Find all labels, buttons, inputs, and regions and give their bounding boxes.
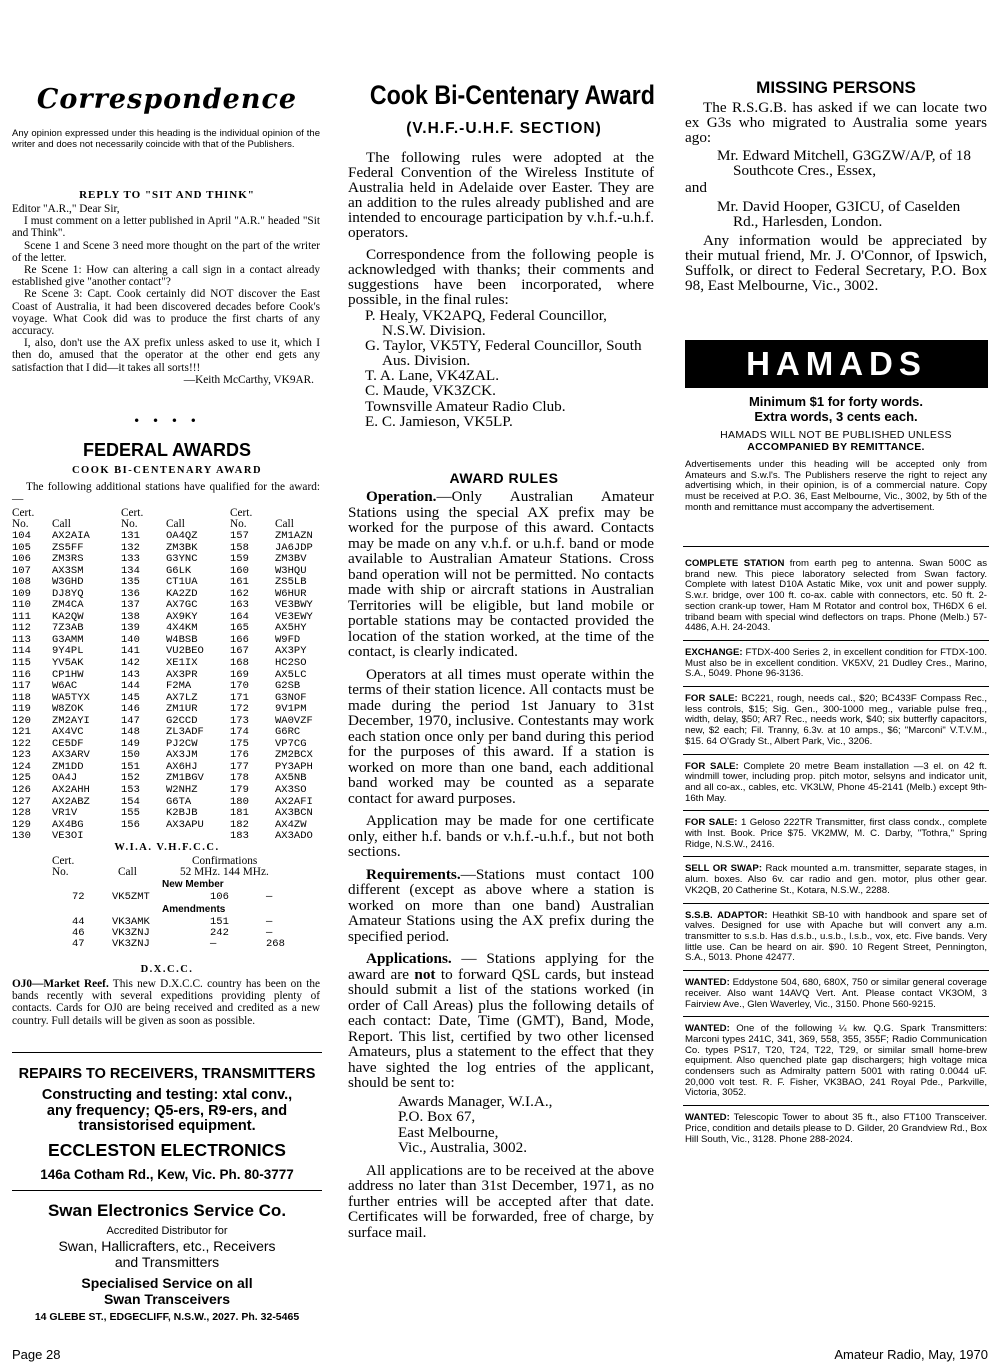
hamads-banner: HAMADS [685, 340, 988, 388]
missing-intro: The R.S.G.B. has asked if we can locate two ex G3s who migrated to Australia some years ago: [685, 99, 987, 147]
cert-number: 145 [121, 691, 140, 704]
cert-number: 151 [121, 760, 140, 773]
cook-paragraph: Correspondence from the following people is acknowledged with thanks; their comments and suggestions have been incorporated, where possible, in the final rules: [348, 245, 654, 308]
call-sign: AX5LC [275, 668, 307, 681]
cook-award-intro [348, 150, 654, 429]
cert-number: 135 [121, 576, 140, 589]
cert-number: 147 [121, 714, 140, 727]
hamad-text: Eddystone 504, 680, 680X, 750 or similar general coverage receiver. Also want 14AVQ Vert. Ant. Please contact VK3OM, 3 Fairview Ave., Glen Waverley, Vic., 3150. Phone 560-9215. [685, 977, 987, 1010]
call-sign: ZM3RS [52, 553, 84, 566]
letter-paragraph: Scene 1 and Scene 3 need more thought on the part of the writer of the letter. [12, 239, 320, 264]
cert-number: 165 [230, 622, 249, 635]
call-sign: JA6JDP [275, 541, 313, 554]
rule-applications: Applications. — Stations applying for the award are not to forward QSL cards, but instead should submit a list of the stations worked (in order of Call Areas) plus the following details of each contact: Date, Time (GMT), Band, Mode, Report. This list, certified by two other licensed Amateurs, plus a statement to the effect that they have sighted the log entries of the applicant, should be sent to: [348, 950, 655, 1091]
acknowledged-list [348, 308, 654, 429]
cert-number: 143 [121, 668, 140, 681]
call-sign: XE1IX [166, 657, 198, 670]
call-sign: CT1UA [166, 576, 198, 589]
award-table-row [12, 554, 322, 566]
call-sign: W6AC [52, 680, 78, 693]
hamad-listing [685, 1024, 987, 1099]
call-sign: VE3BWY [275, 599, 313, 612]
divider [683, 810, 989, 811]
repairs-ad [12, 1066, 322, 1183]
award-table-header: Cert. No. Call Cert. No. Call Cert. No. Call [12, 507, 294, 530]
call-sign: F2MA [166, 680, 192, 693]
call-sign: G3YNC [166, 553, 198, 566]
divider [683, 1105, 989, 1106]
call-sign: W6HUR [275, 587, 307, 600]
award-table [12, 531, 322, 843]
repairs-ad-company: ECCLESTON ELECTRONICS [48, 1139, 286, 1160]
letter-paragraph: I must comment on a letter published in April "A.R." headed "Sit and Think". [12, 215, 320, 240]
dxcc-text: OJ0—Market Reef. This new D.X.C.C. country has been on the bands recently with several expeditions providing plenty of contacts. Cards for OJ0 are being received and credited as a new country. Full details will be given as soon as possible. [12, 978, 320, 1027]
cert-number: 120 [12, 714, 31, 727]
cert-number: 110 [12, 599, 31, 612]
call-sign: W2NHZ [166, 784, 198, 797]
call-sign: AX3JM [166, 749, 198, 762]
call-sign: AX5HY [275, 622, 307, 635]
divider [12, 1052, 322, 1053]
call-sign: W8ZOK [52, 703, 84, 716]
cert-number: 158 [230, 541, 249, 554]
cert-number: 132 [121, 541, 140, 554]
cert-number: 104 [12, 530, 31, 542]
call-sign: AX9KY [166, 610, 198, 623]
call-sign: WA5TYX [52, 691, 90, 704]
call-sign: G3NOF [275, 691, 307, 704]
repairs-ad-title: REPAIRS TO RECEIVERS, TRANSMITTERS [18, 1066, 316, 1082]
swan-ad-line: Swan Transceivers [103, 1290, 231, 1307]
call-sign: AX3APU [166, 818, 204, 831]
call-sign: AX3PY [275, 645, 307, 658]
hamad-text: Heathkit SB-10 with handbook and spare set of valves. Designed for use with Apache but will convert any a.m. transmitter to s.s.b. Has d.s.b., u.s.b., l.s.b., vox, etc. Five bands. Very little use. Can be heard on air. $90. 10 Regent Street, Pennington, S.A., 5013. Phone 42477. [685, 909, 987, 964]
cert-number: 162 [230, 587, 249, 600]
acknowledged-person: P. Healy, VK2APQ, Federal Councillor, N.S.W. Division. [365, 306, 607, 340]
repairs-ad-line: transistorised equipment. [78, 1118, 256, 1134]
magazine-issue: Amateur Radio, May, 1970 [834, 1347, 988, 1362]
hamad-listing [685, 864, 987, 896]
cert-number: 155 [121, 807, 140, 820]
federal-awards-title: FEDERAL AWARDS [82, 440, 251, 460]
divider [683, 903, 989, 904]
call-sign: 7Z3AB [52, 622, 84, 635]
cert-number: 166 [230, 633, 249, 646]
call-sign: W3HQU [275, 564, 307, 577]
rule-requirements: Requirements.—Stations must contact 100 different (except as above where a station is worked on more than one band) Australian Amateur Stations using the AX prefix during the specified period. [348, 865, 654, 945]
call-sign: AX7LZ [166, 691, 198, 704]
cert-number: 144 [121, 680, 140, 693]
cert-number: 133 [121, 553, 140, 566]
cert-number: 124 [12, 760, 31, 773]
cert-number: 171 [230, 691, 249, 704]
acknowledged-person: G. Taylor, VK5TY, Federal Councillor, South Aus. Division. [365, 337, 642, 370]
hamad-label: FOR SALE: [685, 693, 738, 705]
hamad-label: WANTED: [685, 1023, 730, 1035]
hamad-listing [685, 911, 987, 965]
page-number: Page 28 [12, 1347, 61, 1362]
swan-ad-title: Swan Electronics Service Co. [47, 1201, 287, 1220]
cert-number: 115 [12, 657, 31, 670]
cert-number: 126 [12, 784, 31, 797]
call-sign: AX2AHH [52, 784, 90, 797]
call-sign: PJ2CW [166, 737, 198, 750]
call-sign: OA4QZ [166, 530, 198, 542]
call-sign: ZM3BK [166, 541, 198, 554]
cert-number: 153 [121, 784, 140, 797]
call-sign: ZM3BV [275, 553, 307, 566]
call-sign: AX2ABZ [52, 795, 90, 808]
divider [683, 1016, 989, 1017]
letter-salutation: Editor "A.R.," Dear Sir, [12, 203, 120, 215]
cert-number: 127 [12, 795, 31, 808]
call-sign: ZS5LB [275, 576, 307, 589]
hamads-notice: Advertisements under this heading will be accepted only from Amateurs and S.w.l's. The Publishers reserve the right to reject any advertising which, in their opinion, is of a commercial nature. Copy must be received at P.O. 36, East Melbourne, Vic., 3002, by 5th of the month and remittance must accompany the advertisement. [685, 459, 987, 513]
divider [12, 1190, 322, 1191]
call-sign: OA4J [52, 772, 78, 785]
acknowledged-person: T. A. Lane, VK4ZAL. [365, 367, 499, 385]
call-sign: KA2QW [52, 610, 84, 623]
section-divider: • • • • [133, 414, 201, 428]
missing-persons-title: MISSING PERSONS [756, 78, 916, 97]
cert-number: 152 [121, 772, 140, 785]
divider [683, 856, 989, 857]
cert-number: 131 [121, 530, 140, 542]
cert-number: 169 [230, 668, 249, 681]
divider [683, 686, 989, 687]
rule-operation: Operation.—Only Australian Amateur Stations using the special AX prefix may be worked for the purpose of this award. Contacts may be made on any v.h.f. or u.h.f. band or mode available to Australian Amateur Stations. Cross band operation will not be permitted. No contacts made with ship or aircraft stations in Australian Territories will be eligible, but land mobile or portable stations may be contacted provided the location of the station worked, at the time of the contact, is clearly indicated. [348, 488, 654, 660]
federal-awards-intro: The following additional stations have qualified for the award:— [12, 481, 320, 506]
call-sign: VR1V [52, 807, 78, 820]
award-table-row [12, 681, 322, 693]
call-sign: ZM2AYI [52, 714, 90, 727]
divider [683, 970, 989, 971]
cert-number: 156 [121, 818, 140, 831]
cert-number: 164 [230, 610, 249, 623]
hamad-text: One of the following ¼ kw. Q.G. Spark Transmitters: Marconi types 241C, 341, 369, 558, 355, 355F; Radio Communication Co. types PS17, T20, T24, T22, T29, or similar small home-brew equipment. Also quenched plate gap dischargers; high voltage mica condensers such as Admiralty pattern 5001 with rating 0.0044 uF. 20,000 volt test. R. F. Fisher, VK3BAO, 241 Royal Pde., Parkville, Victoria, 3052. [685, 1023, 987, 1099]
call-sign: WA0VZF [275, 714, 313, 727]
cert-number: 163 [230, 599, 249, 612]
call-sign: PY3APH [275, 760, 313, 773]
divider [683, 754, 989, 755]
hamad-text: from earth peg to antenna. Swan 500C as brand new. This piece laboratory selected from Swan factory. Complete with latest D10A Astatic Mike, vox unit and power supply. S.w.r. bridge, over 100 ft. co-ax. cable with connectors, etc. 50 ft. 2-section crank-up tower, Ham M Rotator and control box, TH6DX 6 el. triband beam with special wind deflectors on traps. Phone (Melb.) 57-4486, A.H. 24-2043. [685, 558, 987, 634]
cert-number: 138 [121, 610, 140, 623]
hamad-label: SELL OR SWAP: [685, 863, 763, 875]
federal-awards-subtitle: COOK BI-CENTENARY AWARD [71, 465, 263, 476]
hamads-list [685, 559, 987, 1145]
award-table-row [12, 808, 322, 820]
call-sign: ZM2BCX [275, 749, 313, 762]
cert-number: 136 [121, 587, 140, 600]
vhfcc-table: Cert. No. Call Confirmations 52 MHz. 144 MHz. New Member 72 VK5ZMT 106 — Amendments 44 VK3AMK 151 — 46 VK3ZNJ 242 — 47 VK3ZNJ — 268 [52, 855, 285, 950]
rule-operators: Operators at all times must operate within the terms of their station licence. All contacts must be made during the period 1st January to 31st December, 1970, inclusive. Contestants may work each station once only per band during this period for the purposes of this award. If a station is worked on more than one band, each additional band worked may be counted as a separate contact for award purposes. [348, 665, 654, 807]
hamad-listing [685, 978, 987, 1010]
cert-number: 125 [12, 772, 31, 785]
swan-ad-line: Specialised Service on all [81, 1275, 253, 1291]
award-table-row [12, 785, 322, 797]
vhfcc-title: W.I.A. V.H.F.C.C. [114, 842, 220, 853]
rule-final: All applications are to be received at the above address no later than 31st December, 1971, as no further entries will be accepted after that date. Certificates will be forwarded, free of charge, by surface mail. [348, 1161, 654, 1241]
cert-number: 118 [12, 691, 31, 704]
hamad-label: S.S.B. ADAPTOR: [685, 909, 768, 921]
award-table-row [12, 577, 322, 589]
cert-number: 182 [230, 818, 249, 831]
cert-number: 161 [230, 576, 249, 589]
awards-address: Awards Manager, W.I.A., P.O. Box 67, East Melbourne, Vic., Australia, 3002. [398, 1092, 553, 1156]
cert-number: 107 [12, 564, 31, 577]
cert-number: 121 [12, 726, 31, 739]
call-sign: W4BSB [166, 633, 198, 646]
hamad-label: WANTED: [685, 1112, 730, 1124]
cert-number: 109 [12, 587, 31, 600]
call-sign: AX5NB [275, 772, 307, 785]
cert-number: 177 [230, 760, 249, 773]
cert-number: 119 [12, 703, 31, 716]
call-sign: G6RC [275, 726, 301, 739]
cert-number: 157 [230, 530, 249, 542]
hamad-label: FOR SALE: [685, 817, 738, 829]
cert-number: 173 [230, 714, 249, 727]
call-sign: 4X4KM [166, 622, 198, 635]
cert-number: 176 [230, 749, 249, 762]
cert-number: 172 [230, 703, 249, 716]
call-sign: VU2BEO [166, 645, 204, 658]
call-sign: AX4ZW [275, 818, 307, 831]
call-sign: ZM4CA [52, 599, 84, 612]
call-sign: CE5DF [52, 737, 84, 750]
call-sign: VE3EWY [275, 610, 313, 623]
correspondence-title: Correspondence [36, 84, 298, 115]
acknowledged-person: Townsville Amateur Radio Club. [365, 397, 566, 415]
hamads-warning: HAMADS WILL NOT BE PUBLISHED UNLESS ACCOMPANIED BY REMITTANCE. [720, 429, 952, 453]
cert-number: 181 [230, 807, 249, 820]
call-sign: ZM1DD [52, 760, 84, 773]
divider [683, 640, 989, 641]
acknowledged-person: E. C. Jamieson, VK5LP. [365, 412, 513, 430]
call-sign: 9V1PM [275, 703, 307, 716]
call-sign: G3AMM [52, 633, 84, 646]
call-sign: AX3ARV [52, 749, 90, 762]
award-rules [348, 489, 654, 1240]
hamad-listing [685, 559, 987, 634]
cook-award-subtitle: (V.H.F.-U.H.F. SECTION) [406, 120, 602, 137]
call-sign: KA2ZD [166, 587, 198, 600]
divider [683, 546, 989, 547]
call-sign: AX4VC [52, 726, 84, 739]
swan-ad-address: 14 GLEBE ST., EDGECLIFF, N.S.W., 2027. Ph. 32-5465 [34, 1311, 300, 1323]
cert-number: 137 [121, 599, 140, 612]
call-sign: W3GHD [52, 576, 84, 589]
cert-number: 149 [121, 737, 140, 750]
call-sign: K2BJB [166, 807, 198, 820]
cert-number: 116 [12, 668, 31, 681]
hamad-label: WANTED: [685, 977, 730, 989]
call-sign: ZL3ADF [166, 726, 204, 739]
cert-number: 150 [121, 749, 140, 762]
cert-number: 129 [12, 818, 31, 831]
cert-number: 105 [12, 541, 31, 554]
call-sign: CP1HW [52, 668, 84, 681]
cert-number: 148 [121, 726, 140, 739]
call-sign: G6TA [166, 795, 192, 808]
hamad-listing [685, 694, 987, 748]
cert-number: 122 [12, 737, 31, 750]
repairs-ad-line: Constructing and testing: xtal conv., [41, 1087, 293, 1103]
cert-number: 170 [230, 680, 249, 693]
missing-person: Mr. Edward Mitchell, G3GZW/A/P, of 18 Southcote Cres., Essex, [717, 147, 971, 180]
correspondence-disclaimer: Any opinion expressed under this heading is the individual opinion of the writer and does not necessarily coincide with that of the Publishers. [12, 128, 320, 151]
hamad-text: Telescopic Tower to about 35 ft., also FT100 Transceiver. Price, condition and details please to D. Gilder, 20 Grandview Rd., Box Hill South, Vic., 3128. Phone 288-2024. [685, 1112, 987, 1145]
cert-number: 183 [230, 830, 249, 843]
cert-number: 114 [12, 645, 31, 658]
call-sign: AX3SM [52, 564, 84, 577]
cert-number: 130 [12, 830, 31, 843]
swan-ad-line: Accredited Distributor for [106, 1225, 228, 1237]
call-sign: G2SB [275, 680, 301, 693]
call-sign: G2CCD [166, 714, 198, 727]
call-sign: AX6HJ [166, 760, 198, 773]
hamad-text: FTDX-400 Series 2, in excellent condition for FTDX-100. Must also be in excellent condition. VK5XV, 21 Dudley Cres., Marino, S.A., 5049. Phone 96-3136. [685, 646, 987, 680]
swan-ad-line: Swan, Hallicrafters, etc., Receivers [58, 1238, 276, 1254]
call-sign: AX3ADO [275, 830, 313, 843]
cert-number: 123 [12, 749, 31, 762]
cert-number: 180 [230, 795, 249, 808]
call-sign: AX2AIA [52, 530, 90, 542]
cert-number: 113 [12, 633, 31, 646]
acknowledged-person: C. Maude, VK3ZCK. [365, 382, 496, 400]
letter-signature: —Keith McCarthy, VK9AR. [183, 373, 314, 386]
dxcc-title: D.X.C.C. [140, 964, 194, 975]
letter-paragraph: I, also, don't use the AX prefix unless asked to use it, which I then do, amused that the operator at the other end gets any satisfaction that I did—it takes all sorts!!! [12, 337, 320, 374]
hamad-label: COMPLETE STATION [685, 558, 785, 569]
cert-number: 174 [230, 726, 249, 739]
cert-number: 134 [121, 564, 140, 577]
call-sign: AX3SO [275, 784, 307, 797]
cert-number: 111 [12, 610, 31, 623]
call-sign: HC2SO [275, 657, 307, 670]
cert-number: 159 [230, 553, 249, 566]
cert-number: 146 [121, 703, 140, 716]
cert-number: 141 [121, 645, 140, 658]
hamad-listing [685, 1113, 987, 1145]
call-sign: ZS5FF [52, 541, 84, 554]
call-sign: AX3BCN [275, 807, 313, 820]
award-table-row [12, 531, 322, 543]
hamad-text: BC221, rough, needs cal., $20; BC433F Compass Rec., less controls, $15; Sig. Gen., 300-1000 meg., variable pulse freq., width, delay, $50; AR7 Rec., needs work, $40; six butterfly capacitors, new, $2 each; Fil. Tranny, 6.3v. at 10 amps., $6; "Marconi" V.T.V.M., $15. 64 O'Grady St., Albert Park, Vic., 3206. [685, 693, 987, 747]
cook-paragraph: The following rules were adopted at the Federal Convention of the Wireless Institute of Australia held in Adelaide over Easter. They are an addition to the rules already published and are intended to encourage participation by v.h.f.-u.h.f. operators. [348, 149, 654, 242]
cook-award-title: Cook Bi-Centenary Award [369, 80, 655, 110]
cert-number: 139 [121, 622, 140, 635]
call-sign: AX7GC [166, 599, 198, 612]
hamad-listing [685, 648, 987, 680]
call-sign: DJ8YQ [52, 587, 84, 600]
hamad-label: EXCHANGE: [685, 646, 743, 658]
rule-application: Application may be made for one certificate only, either h.f. bands or v.h.f.-u.h.f., but not both sections. [348, 812, 654, 860]
cert-number: 112 [12, 622, 31, 635]
cert-number: 128 [12, 807, 31, 820]
missing-and: and [685, 179, 707, 197]
call-sign: AX2AFI [275, 795, 313, 808]
missing-person: Mr. David Hooper, G3ICU, of Caselden Rd., Harlesden, London. [717, 197, 961, 230]
call-sign: YV5AK [52, 657, 84, 670]
letter-body [12, 203, 320, 386]
letter-heading: REPLY TO "SIT AND THINK" [79, 189, 255, 201]
cert-number: 117 [12, 680, 31, 693]
cert-number: 168 [230, 657, 249, 670]
letter-paragraph: Re Scene 1: How can altering a call sign in a contact already established give "another contact"? [12, 264, 320, 289]
hamad-listing [685, 762, 987, 805]
award-rules-title: AWARD RULES [449, 470, 559, 486]
hamad-label: FOR SALE: [685, 760, 739, 772]
call-sign: ZM1BGV [166, 772, 204, 785]
hamad-listing [685, 818, 987, 850]
cert-number: 142 [121, 657, 140, 670]
cert-number: 140 [121, 633, 140, 646]
cert-number: 160 [230, 564, 249, 577]
letter-paragraph: Re Scene 3: Capt. Cook certainly did NOT discover the East Coast of Australia, it had been discovered decades before Cook's voyage. What Cook did was to produce the first charts of any accuracy. [12, 288, 320, 338]
hamad-text: 1 Geloso 222TR Transmitter, first class condx., complete with Inst. Book. Price $75. VK2MW, M. C. Darby, "Tothra," Spring Ridge, N.S.W., 2416. [685, 817, 987, 850]
cert-number: 154 [121, 795, 140, 808]
award-table-row [12, 658, 322, 670]
call-sign: VP7CG [275, 737, 307, 750]
hamad-text: Rack mounted a.m. transmitter, separate stages, in alum. boxes. Also 6v. car radio and gen. motor, plus other gear. VK2QB, 20 Catherine St., Kotara, N.S.W., 2288. [685, 863, 987, 896]
call-sign: AX4BG [52, 818, 84, 831]
hamads-pricing: Minimum $1 for forty words. Extra words, 3 cents each. [748, 394, 924, 424]
repairs-ad-address: 146a Cotham Rd., Kew, Vic. Ph. 80-3777 [40, 1166, 294, 1182]
call-sign: W9FD [275, 633, 301, 646]
call-sign: AX3PR [166, 668, 198, 681]
missing-outro: Any information would be appreciated by their mutual friend, Mr. J. O'Connor, of Ipswich, Suffolk, or direct to Federal Secretary, P.O. Box 98, East Melbourne, Vic., 3002. [685, 231, 987, 295]
call-sign: 9Y4PL [52, 645, 84, 658]
cert-number: 178 [230, 772, 249, 785]
missing-persons [685, 100, 987, 293]
call-sign: VE3OI [52, 830, 84, 843]
call-sign: ZM1UR [166, 703, 198, 716]
cert-number: 179 [230, 784, 249, 797]
cert-number: 108 [12, 576, 31, 589]
call-sign: ZM1AZN [275, 530, 313, 542]
cert-number: 167 [230, 645, 249, 658]
cert-number: 106 [12, 553, 31, 566]
call-sign: G6LK [166, 564, 192, 577]
cert-number: 175 [230, 737, 249, 750]
swan-ad-line: and Transmitters [114, 1254, 220, 1270]
repairs-ad-line: any frequency; Q5-ers, R9-ers, and [46, 1102, 288, 1119]
hamad-text: Complete 20 metre Beam installation —3 el. on 42 ft. windmill tower, including prop. pitch motor, selsyns and indicator unit, and all co-ax., cables, etc. VK3LW, Phone 45-2141 (Melb.) except 9th-16th May. [685, 760, 988, 804]
swan-ad [12, 1200, 322, 1324]
